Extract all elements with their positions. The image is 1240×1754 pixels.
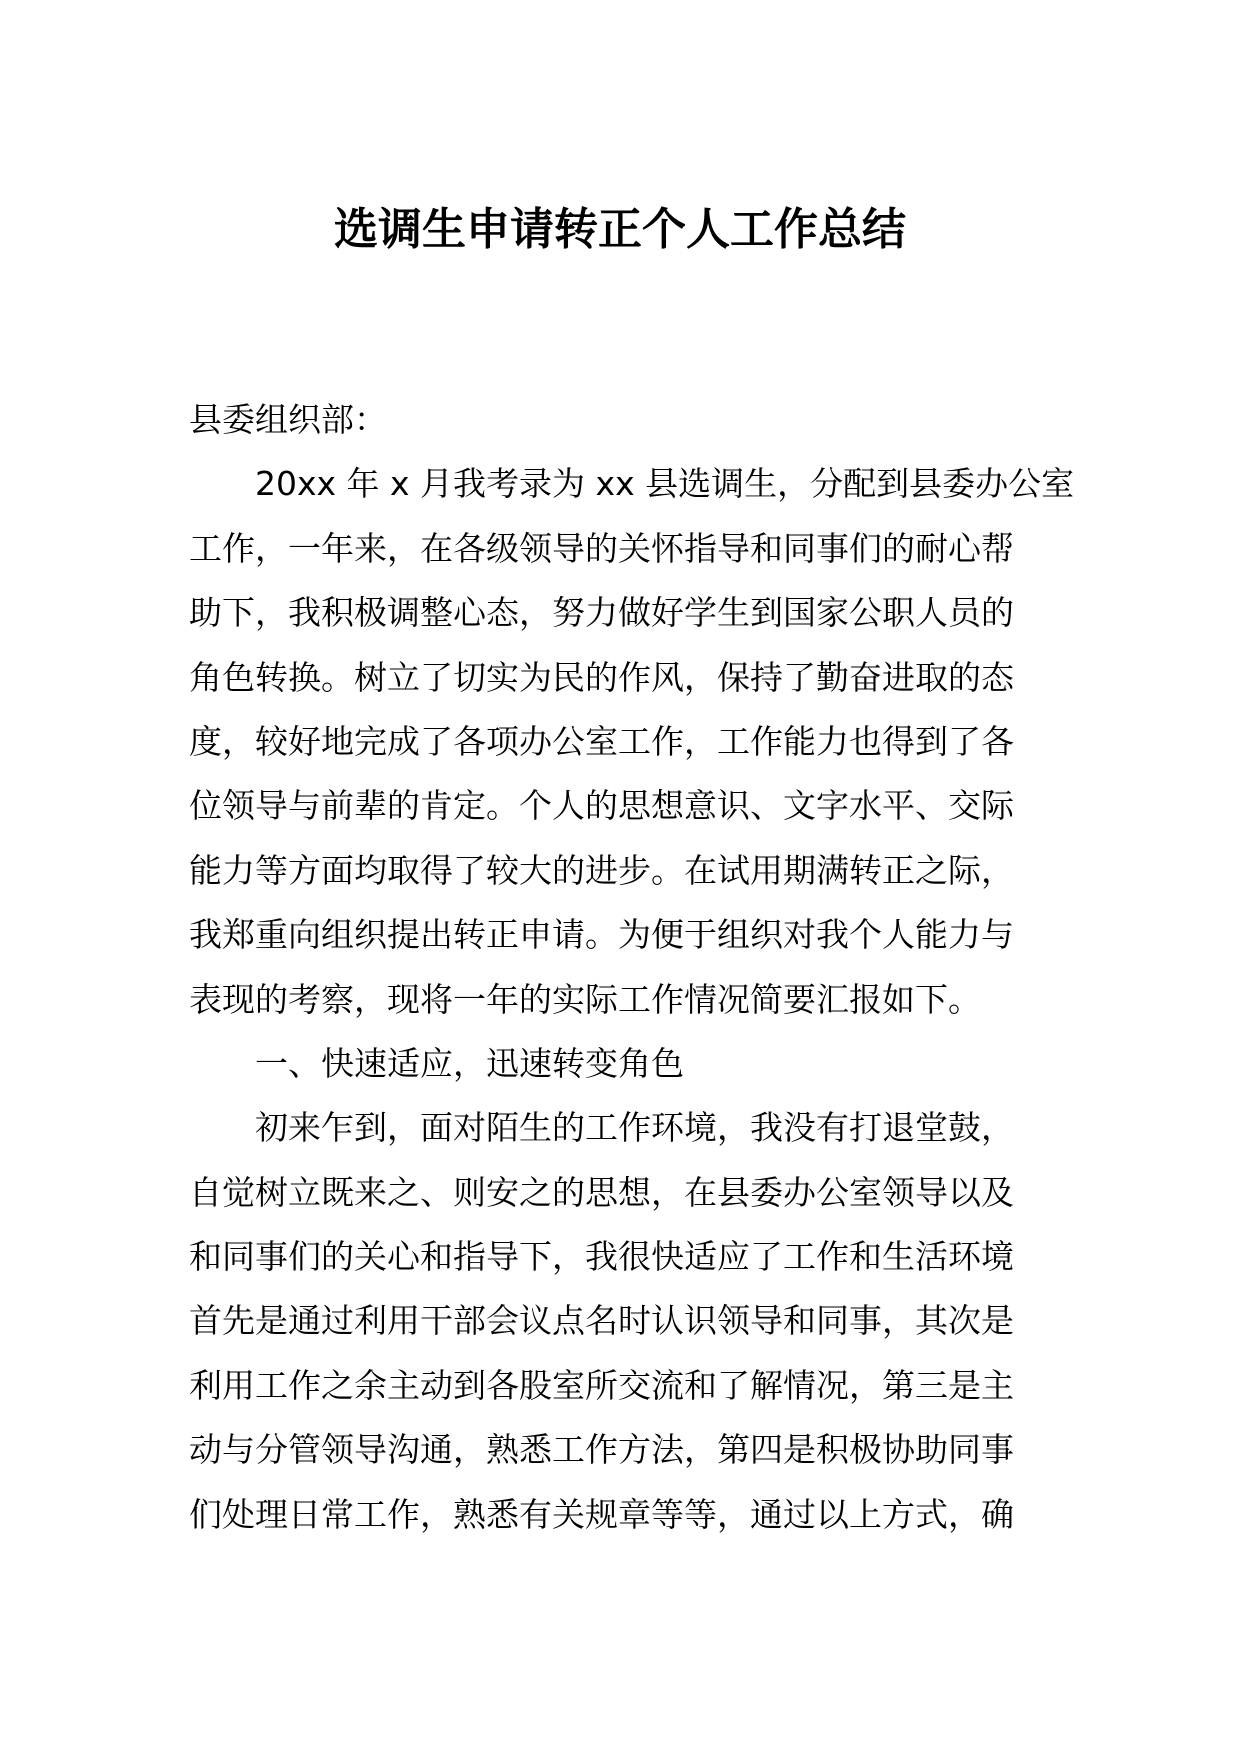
paragraph-2-line: 们处理日常工作，熟悉有关规章等等，通过以上方式，确 [189, 1494, 1014, 1534]
paragraph-2-line: 和同事们的关心和指导下，我很快适应了工作和生活环境 [189, 1237, 1014, 1277]
paragraph-1-line: 能力等方面均取得了较大的进步。在试用期满转正之际， [189, 850, 1014, 890]
paragraph-1-line: 我郑重向组织提出转正申请。为便于组织对我个人能力与 [189, 915, 1014, 955]
paragraph-2-line: 自觉树立既来之、则安之的思想，在县委办公室领导以及 [189, 1172, 1014, 1212]
paragraph-1-line: 表现的考察，现将一年的实际工作情况简要汇报如下。 [189, 979, 981, 1019]
paragraph-1-line: 20xx 年 x 月我考录为 xx 县选调生，分配到县委办公室 [255, 464, 1075, 504]
section-1-heading: 一、快速适应，迅速转变角色 [255, 1043, 684, 1083]
document-body [189, 388, 1075, 1547]
paragraph-1-line: 度，较好地完成了各项办公室工作，工作能力也得到了各 [189, 721, 1014, 761]
salutation: 县委组织部： [189, 400, 387, 439]
paragraph-2-line: 利用工作之余主动到各股室所交流和了解情况，第三是主 [189, 1365, 1014, 1405]
paragraph-2-line: 首先是通过利用干部会议点名时认识领导和同事，其次是 [189, 1301, 1014, 1341]
paragraph-1-line: 工作，一年来，在各级领导的关怀指导和同事们的耐心帮 [189, 528, 1014, 568]
paragraph-2-line: 动与分管领导沟通，熟悉工作方法，第四是积极协助同事 [189, 1430, 1014, 1470]
document-title: 选调生申请转正个人工作总结 [334, 204, 906, 255]
paragraph-1-line: 角色转换。树立了切实为民的作风，保持了勤奋进取的态 [189, 657, 1014, 697]
paragraph-1-line: 位领导与前辈的肯定。个人的思想意识、文字水平、交际 [189, 786, 1014, 826]
paragraph-1-line: 助下，我积极调整心态，努力做好学生到国家公职人员的 [189, 593, 1014, 633]
paragraph-2-line: 初来乍到，面对陌生的工作环境，我没有打退堂鼓， [255, 1108, 1014, 1148]
